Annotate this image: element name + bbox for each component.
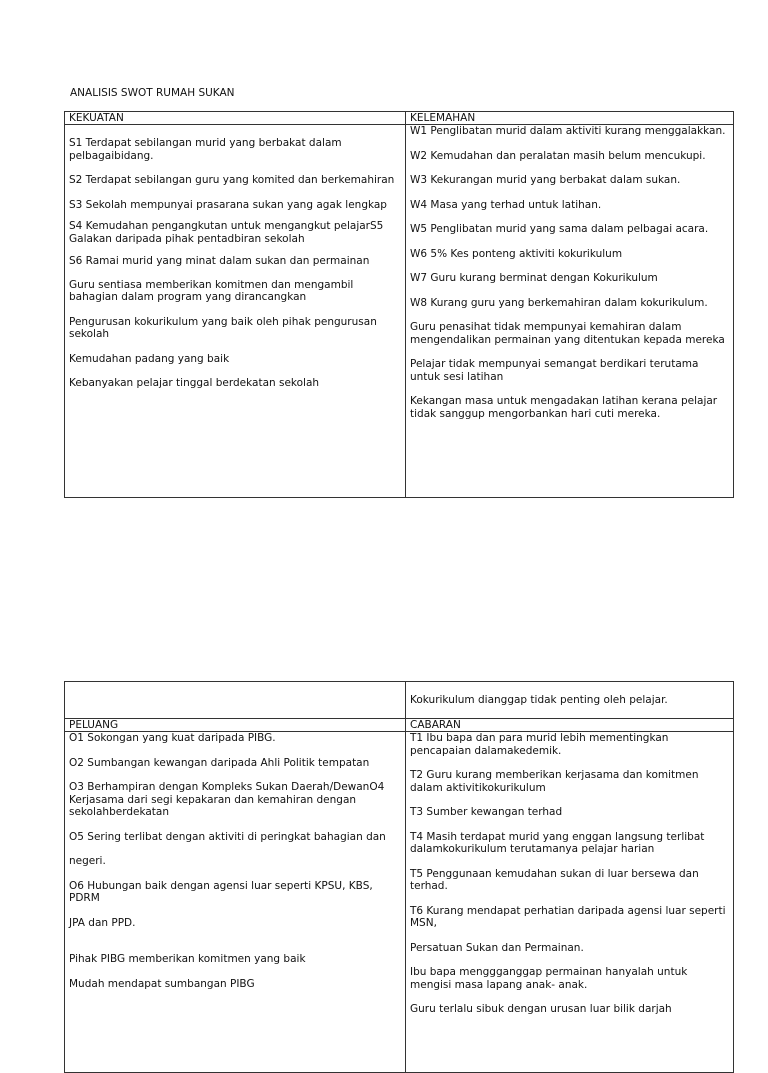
strength-item: S3 Sekolah mempunyai prasarana sukan yang agak lengkap [69, 198, 387, 211]
empty-cell [65, 682, 406, 719]
opportunity-item: O1 Sokongan yang kuat daripada PIBG. [69, 732, 276, 744]
threat-item: T1 Ibu bapa dan para murid lebih mementingkan pencapaian dalamakedemik. [410, 732, 669, 757]
weakness-item: W3 Kekurangan murid yang berbakat dalam sukan. [410, 174, 681, 186]
continued-weakness-cell [406, 682, 734, 719]
strength-item: Guru sentiasa memberikan komitmen dan mengambil bahagian dalam program yang dirancangkan [69, 278, 354, 303]
header-kekuatan: KEKUATAN [65, 112, 406, 125]
strength-item: Kebanyakan pelajar tinggal berdekatan sekolah [69, 377, 320, 389]
strength-item: Pengurusan kokurikulum yang baik oleh pihak pengurusan sekolah [69, 315, 377, 340]
opportunity-item: Pihak PIBG memberikan komitmen yang baik [69, 953, 306, 965]
threat-item: Persatuan Sukan dan Permainan. [410, 941, 584, 954]
weakness-item: W5 Penglibatan murid yang sama dalam pelbagai acara. [410, 223, 709, 235]
strength-item: Kemudahan padang yang baik [69, 352, 230, 365]
weakness-item: W1 Penglibatan murid dalam aktiviti kurang menggalakkan. [410, 125, 726, 137]
threat-item: T6 Kurang mendapat perhatian daripada agensi luar seperti MSN, [410, 904, 726, 929]
opportunity-item: O2 Sumbangan kewangan daripada Ahli Politik tempatan [69, 756, 370, 769]
weakness-item: W7 Guru kurang berminat dengan Kokurikulum [410, 272, 658, 284]
threat-item: Guru terlalu sibuk dengan urusan luar bilik darjah [410, 1003, 672, 1015]
strengths-cell [65, 125, 406, 498]
opportunity-item: JPA dan PPD. [69, 916, 136, 929]
document-title: ANALISIS SWOT RUMAH SUKAN [70, 87, 235, 99]
threat-item: Ibu bapa menggganggap permainan hanyalah untuk mengisi masa lapang anak- anak. [410, 966, 688, 991]
opportunity-item: Mudah mendapat sumbangan PIBG [69, 977, 255, 990]
weakness-item: Kokurikulum dianggap tidak penting oleh pelajar. [410, 694, 668, 706]
strength-item: S1 Terdapat sebilangan murid yang berbakat dalam pelbagaibidang. [69, 137, 342, 162]
weakness-item: Pelajar tidak mempunyai semangat berdikari terutama untuk sesi latihan [410, 358, 699, 383]
threats-cell [406, 732, 734, 1073]
strength-item: S4 Kemudahan pengangkutan untuk mengangkut pelajarS5 Galakan daripada pihak pentadbiran sekolah [69, 220, 384, 245]
weakness-item: Kekangan masa untuk mengadakan latihan kerana pelajar tidak sanggup mengorbankan hari cuti mereka. [410, 395, 718, 420]
strength-item: S2 Terdapat sebilangan guru yang komited dan berkemahiran [69, 174, 395, 186]
opportunity-item: O6 Hubungan baik dengan agensi luar seperti KPSU, KBS, PDRM [69, 879, 373, 904]
weakness-item: Guru penasihat tidak mempunyai kemahiran dalam mengendalikan permainan yang ditentukan kepada mereka [410, 321, 725, 346]
threat-item: T4 Masih terdapat murid yang enggan langsung terlibat dalamkokurikulum terutamanya pelajar harian [410, 830, 705, 855]
weakness-item: W4 Masa yang terhad untuk latihan. [410, 198, 602, 211]
opportunities-cell [65, 732, 406, 1073]
swot-table-strengths-weaknesses [64, 111, 734, 498]
weakness-item: W2 Kemudahan dan peralatan masih belum mencukupi. [410, 149, 706, 162]
opportunity-item: negeri. [69, 855, 106, 867]
threat-item: T3 Sumber kewangan terhad [410, 806, 563, 818]
weakness-item: W8 Kurang guru yang berkemahiran dalam kokurikulum. [410, 296, 708, 309]
weakness-item: W6 5% Kes ponteng aktiviti kokurikulum [410, 247, 623, 260]
header-cabaran: CABARAN [406, 719, 734, 732]
swot-table-opportunities-threats [64, 681, 734, 1073]
threat-item: T2 Guru kurang memberikan kerjasama dan komitmen dalam aktivitikokurikulum [410, 769, 699, 794]
header-kelemahan: KELEMAHAN [406, 112, 734, 125]
opportunity-item: O3 Berhampiran dengan Kompleks Sukan Daerah/DewanO4 Kerjasama dari segi kepakaran dan kemahiran dengan sekolahberdekatan [69, 781, 385, 818]
opportunity-item: O5 Sering terlibat dengan aktiviti di peringkat bahagian dan [69, 830, 386, 843]
weaknesses-cell [406, 125, 734, 498]
strength-item: S6 Ramai murid yang minat dalam sukan dan permainan [69, 255, 370, 267]
threat-item: T5 Penggunaan kemudahan sukan di luar bersewa dan terhad. [410, 867, 699, 892]
header-peluang: PELUANG [65, 719, 406, 732]
